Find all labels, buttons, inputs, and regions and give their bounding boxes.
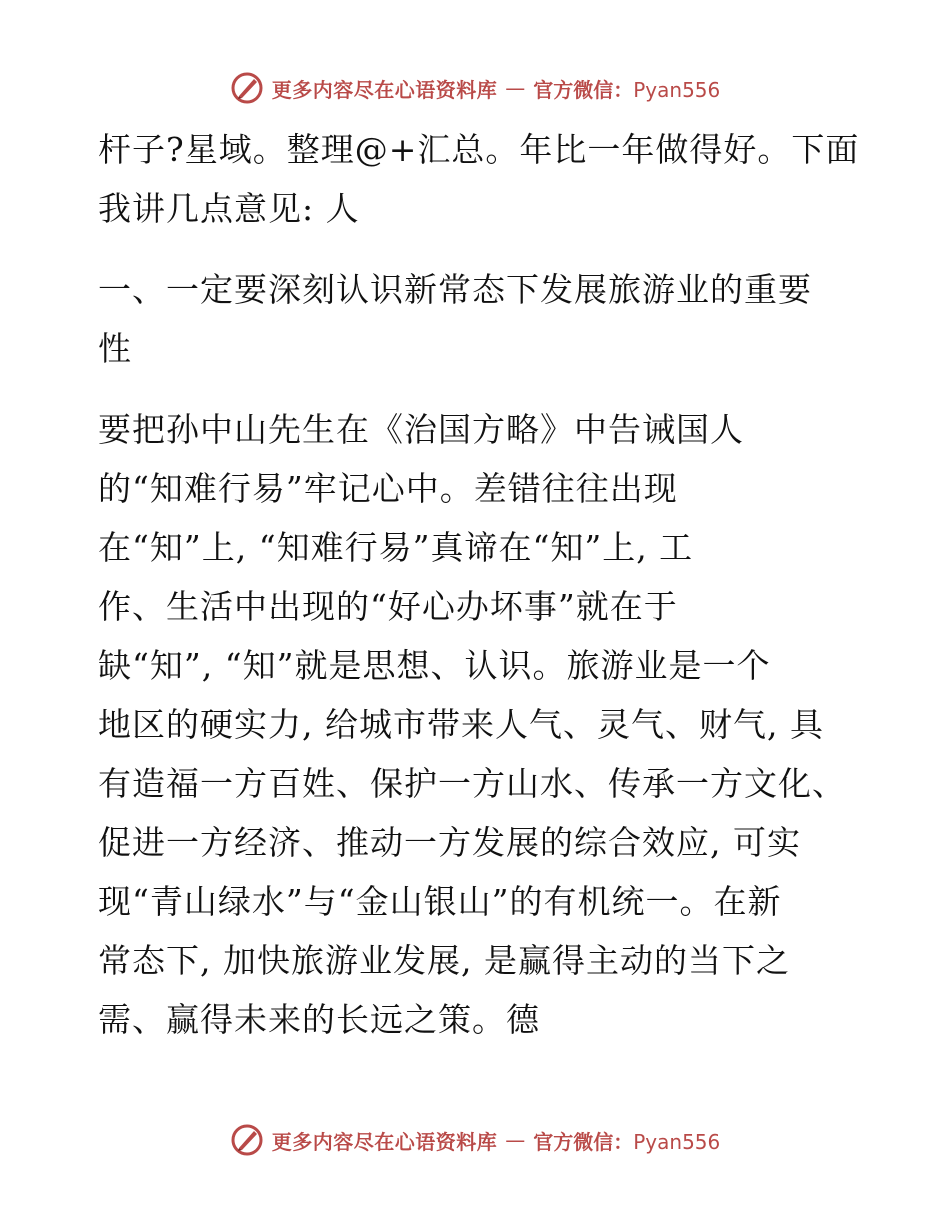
header-watermark [0,68,950,108]
watermark-contact-label: 官方微信： [533,1129,634,1154]
paragraph-intro [98,120,858,238]
watermark-contact-value: Pyan556 [633,1129,721,1154]
watermark-text: 更多内容尽在心语资料库 [271,77,498,102]
text-line: 的“知难行易”牢记心中。差错往往出现 [98,469,678,508]
text-line: 促进一方经济、推动一方发展的综合效应, 可实 [98,823,801,862]
watermark-contact-value: Pyan556 [633,77,721,102]
watermark-separator: — [505,76,526,100]
text-line: 常态下, 加快旅游业发展, 是赢得主动的当下之 [98,941,790,980]
watermark-contact-label: 官方微信： [533,77,634,102]
paragraph-body [98,400,858,1049]
text-line: 现“青山绿水”与“金山银山”的有机统一。在新 [98,882,782,921]
text-line: 作、生活中出现的“好心办坏事”就在于 [98,587,678,626]
text-line: 需、赢得未来的长远之策。德 [98,1000,540,1039]
quill-logo-icon [230,71,264,105]
text-line: 杆子?星域。整理@+汇总。年比一年做得好。下面 [98,130,860,169]
text-line: 地区的硬实力, 给城市带来人气、灵气、财气, 具 [98,705,824,744]
watermark-contact [533,1126,720,1155]
text-line: 缺“知”, “知”就是思想、认识。旅游业是一个 [98,646,771,685]
watermark-text: 更多内容尽在心语资料库 [271,1129,498,1154]
text-line: 要把孙中山先生在《治国方略》中告诫国人 [98,410,744,449]
document-body [98,120,858,1049]
watermark-separator: — [505,1128,526,1152]
text-line: 性 [98,329,132,368]
text-line: 在“知”上, “知难行易”真谛在“知”上, 工 [98,528,694,567]
text-line: 一、一定要深刻认识新常态下发展旅游业的重要 [98,270,812,309]
footer-watermark [0,1120,950,1160]
text-line: 我讲几点意见: 人 [98,189,360,228]
section-heading [98,260,858,378]
text-line: 有造福一方百姓、保护一方山水、传承一方文化、 [98,764,846,803]
quill-logo-icon [230,1123,264,1157]
watermark-contact [533,74,720,103]
